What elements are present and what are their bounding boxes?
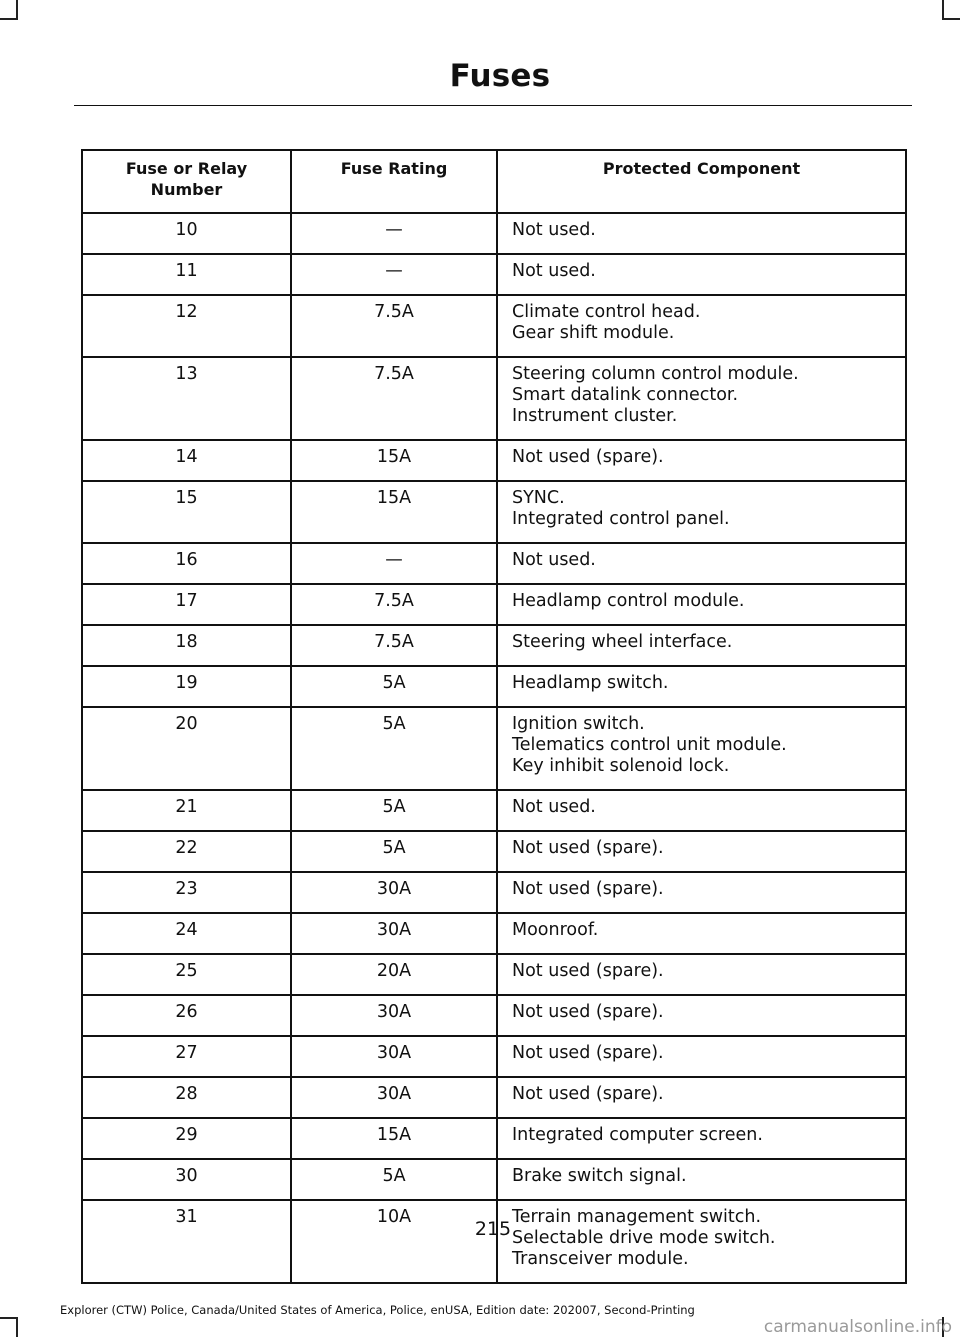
fuse-number: 27 (82, 1036, 291, 1077)
fuse-number: 30 (82, 1159, 291, 1200)
protected-component (497, 295, 906, 357)
fuse-number: 22 (82, 831, 291, 872)
footer-edition-info: Explorer (CTW) Police, Canada/United States of America, Police, enUSA, Edition date: 202007, Second-Printing (60, 1303, 695, 1317)
header-fuse-number (82, 150, 291, 213)
component-line: Not used. (512, 550, 596, 570)
crop-mark-top-left-vertical (16, 0, 18, 20)
fuse-rating: 30A (291, 995, 497, 1036)
fuse-rating: 15A (291, 481, 497, 543)
crop-mark-top-left-horizontal (0, 18, 18, 20)
protected-component (497, 707, 906, 790)
protected-component (497, 1036, 906, 1077)
component-line: Headlamp switch. (512, 673, 669, 693)
fuse-table (81, 149, 907, 1284)
fuse-rating: 5A (291, 707, 497, 790)
table-row (82, 584, 906, 625)
table-row (82, 254, 906, 295)
fuse-rating: 30A (291, 1036, 497, 1077)
fuse-number: 15 (82, 481, 291, 543)
protected-component (497, 213, 906, 254)
protected-component (497, 254, 906, 295)
fuse-rating: 5A (291, 1159, 497, 1200)
component-line: Steering wheel interface. (512, 632, 733, 652)
fuse-number: 10 (82, 213, 291, 254)
fuse-number: 23 (82, 872, 291, 913)
component-line: Key inhibit solenoid lock. (512, 756, 730, 776)
component-line: Instrument cluster. (512, 406, 678, 426)
table-header-row (82, 150, 906, 213)
header-fuse-number-line1: Fuse or Relay (125, 159, 248, 178)
table-row (82, 481, 906, 543)
crop-mark-bottom-left-horizontal (0, 1317, 18, 1319)
page-number: 215 (474, 1218, 512, 1240)
component-line: Not used. (512, 220, 596, 240)
header-fuse-number-line2: Number (150, 180, 223, 199)
protected-component (497, 666, 906, 707)
table-row (82, 1077, 906, 1118)
protected-component (497, 543, 906, 584)
fuse-number: 29 (82, 1118, 291, 1159)
fuse-number: 18 (82, 625, 291, 666)
protected-component (497, 1118, 906, 1159)
protected-component (497, 1200, 906, 1283)
component-line: Headlamp control module. (512, 591, 745, 611)
fuse-number: 16 (82, 543, 291, 584)
protected-component (497, 625, 906, 666)
fuse-rating: 30A (291, 872, 497, 913)
fuse-rating: — (291, 254, 497, 295)
table-row (82, 831, 906, 872)
component-line: Transceiver module. (512, 1249, 689, 1269)
header-protected-component: Protected Component (497, 150, 906, 213)
fuse-number: 13 (82, 357, 291, 440)
fuse-number: 28 (82, 1077, 291, 1118)
table-row (82, 666, 906, 707)
title-divider (74, 105, 912, 106)
fuse-rating: 5A (291, 666, 497, 707)
table-row (82, 954, 906, 995)
protected-component (497, 1077, 906, 1118)
fuse-rating: 7.5A (291, 584, 497, 625)
crop-mark-top-right-vertical (942, 0, 944, 20)
table-row (82, 707, 906, 790)
component-line: Not used (spare). (512, 1043, 664, 1063)
fuse-rating: 30A (291, 1077, 497, 1118)
fuse-rating: 30A (291, 913, 497, 954)
header-fuse-rating: Fuse Rating (291, 150, 497, 213)
protected-component (497, 995, 906, 1036)
protected-component (497, 584, 906, 625)
table-row (82, 913, 906, 954)
component-line: Integrated computer screen. (512, 1125, 763, 1145)
fuse-rating: 20A (291, 954, 497, 995)
component-line: Smart datalink connector. (512, 385, 739, 405)
fuse-number: 12 (82, 295, 291, 357)
fuse-rating: 5A (291, 831, 497, 872)
fuse-rating: 7.5A (291, 357, 497, 440)
crop-mark-bottom-left-vertical (16, 1317, 18, 1337)
table-row (82, 1118, 906, 1159)
fuse-number: 21 (82, 790, 291, 831)
component-line: Ignition switch. (512, 714, 645, 734)
component-line: Climate control head. (512, 302, 701, 322)
fuse-rating: 7.5A (291, 295, 497, 357)
fuse-rating: — (291, 213, 497, 254)
fuse-rating: 7.5A (291, 625, 497, 666)
table-row (82, 995, 906, 1036)
component-line: Brake switch signal. (512, 1166, 687, 1186)
fuse-rating: 15A (291, 1118, 497, 1159)
component-line: Steering column control module. (512, 364, 799, 384)
fuse-rating: 5A (291, 790, 497, 831)
fuse-number: 20 (82, 707, 291, 790)
protected-component (497, 913, 906, 954)
fuse-number: 31 (82, 1200, 291, 1283)
protected-component (497, 481, 906, 543)
component-line: Not used (spare). (512, 1084, 664, 1104)
component-line: Integrated control panel. (512, 509, 730, 529)
table-row (82, 1159, 906, 1200)
component-line: Not used. (512, 797, 596, 817)
table-row (82, 625, 906, 666)
protected-component (497, 440, 906, 481)
fuse-rating: 15A (291, 440, 497, 481)
protected-component (497, 790, 906, 831)
protected-component (497, 1159, 906, 1200)
fuse-rating: 10A (291, 1200, 497, 1283)
table-row (82, 213, 906, 254)
crop-mark-top-right-horizontal (942, 18, 960, 20)
component-line: Not used (spare). (512, 447, 664, 467)
component-line: Moonroof. (512, 920, 599, 940)
component-line: Not used. (512, 261, 596, 281)
protected-component (497, 954, 906, 995)
fuse-number: 25 (82, 954, 291, 995)
table-row (82, 1036, 906, 1077)
component-line: Not used (spare). (512, 879, 664, 899)
table-row (82, 543, 906, 584)
fuse-number: 17 (82, 584, 291, 625)
component-line: Gear shift module. (512, 323, 675, 343)
fuse-number: 14 (82, 440, 291, 481)
component-line: Not used (spare). (512, 961, 664, 981)
component-line: Telematics control unit module. (512, 735, 787, 755)
fuse-rating: — (291, 543, 497, 584)
protected-component (497, 872, 906, 913)
table-row (82, 440, 906, 481)
component-line: Not used (spare). (512, 1002, 664, 1022)
protected-component (497, 357, 906, 440)
component-line: SYNC. (512, 488, 565, 508)
fuse-number: 19 (82, 666, 291, 707)
fuse-number: 11 (82, 254, 291, 295)
component-line: Not used (spare). (512, 838, 664, 858)
component-line: Selectable drive mode switch. (512, 1228, 776, 1248)
fuse-number: 26 (82, 995, 291, 1036)
watermark: carmanualsonline.info (763, 1317, 952, 1337)
table-row (82, 357, 906, 440)
table-row (82, 295, 906, 357)
component-line: Terrain management switch. (512, 1207, 762, 1227)
table-row (82, 790, 906, 831)
table-row (82, 1200, 906, 1283)
protected-component (497, 831, 906, 872)
table-row (82, 872, 906, 913)
table-body (82, 213, 906, 1283)
fuse-number: 24 (82, 913, 291, 954)
page-title: Fuses (449, 58, 551, 94)
